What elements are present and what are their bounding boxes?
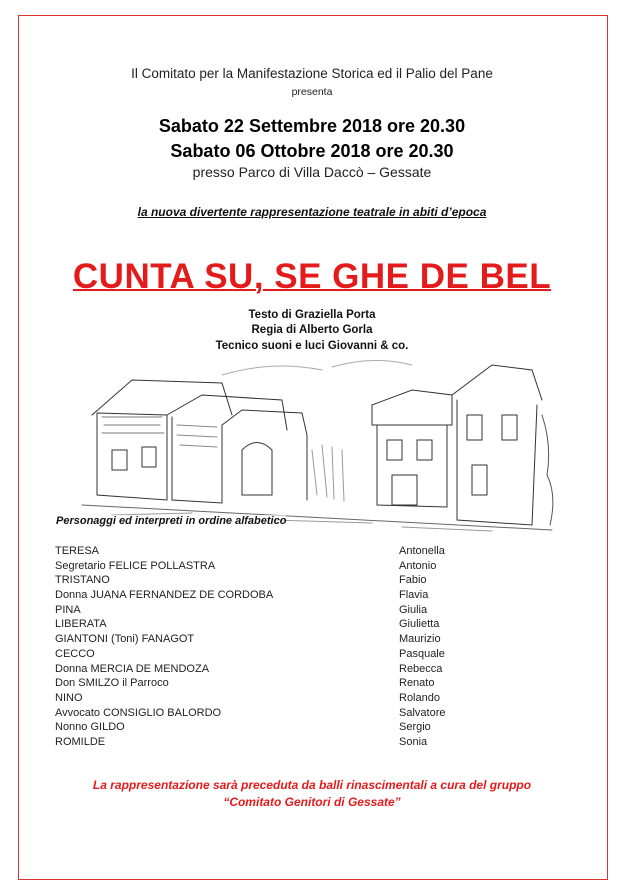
cast-row: [55, 647, 475, 662]
cast-actor: Antonella: [399, 545, 445, 557]
cast-actor: Renato: [399, 677, 435, 690]
cast-row: [55, 588, 475, 603]
cast-role: TERESA: [55, 545, 100, 557]
cast-row: [55, 573, 475, 588]
performance-date-1: Sabato 22 Settembre 2018 ore 20.30: [158, 116, 466, 136]
cast-role: LIBERATA: [55, 618, 107, 631]
cast-row: [55, 676, 475, 691]
cast-actor: Rolando: [399, 691, 440, 704]
cast-role: GIANTONI (Toni) FANAGOT: [55, 633, 195, 646]
cast-role: Don SMILZO il Parroco: [55, 677, 169, 690]
cast-actor: Pasquale: [399, 647, 445, 660]
cast-actor: Flavia: [399, 589, 429, 602]
cast-row: [55, 632, 475, 647]
cast-row: [55, 720, 475, 735]
cast-actor: Giulia: [399, 603, 428, 616]
performance-date-2: Sabato 06 Ottobre 2018 ore 20.30: [170, 141, 454, 161]
cast-row: [55, 691, 475, 706]
cast-actor: Sergio: [399, 721, 431, 734]
cast-role: TRISTANO: [55, 574, 110, 587]
cast-row: [55, 662, 475, 677]
cast-actor: Rebecca: [399, 662, 443, 675]
cast-heading: Personaggi ed interpreti in ordine alfabetico: [56, 515, 287, 527]
credit-technician: Tecnico suoni e luci Giovanni & co.: [215, 340, 409, 352]
dance-note-line-1: La rappresentazione sarà preceduta da balli rinascimentali a cura del gruppo: [92, 778, 532, 792]
credit-director: Regia di Alberto Gorla: [251, 324, 373, 336]
presents-line: presenta: [291, 86, 333, 98]
cast-actor: Sonia: [399, 735, 428, 748]
cast-actor: Salvatore: [399, 706, 446, 719]
cast-row: [55, 559, 475, 574]
cast-actor: Fabio: [399, 574, 427, 587]
cast-role: Nonno GILDO: [55, 721, 125, 734]
cast-row: [55, 617, 475, 632]
tagline: la nuova divertente rappresentazione teatrale in abiti d’epoca: [137, 205, 487, 219]
cast-role: Donna MERCIA DE MENDOZA: [55, 662, 210, 675]
cast-role: Donna JUANA FERNANDEZ DE CORDOBA: [55, 589, 274, 602]
cast-role: ROMILDE: [55, 735, 106, 748]
venue-line: presso Parco di Villa Daccò – Gessate: [192, 164, 432, 180]
cast-list: [55, 544, 475, 750]
cast-row: [55, 735, 475, 750]
cast-role: NINO: [55, 691, 83, 704]
cast-row: [55, 544, 475, 559]
credit-author: Testo di Graziella Porta: [248, 309, 376, 321]
cast-actor: Antonio: [399, 559, 437, 572]
cast-role: PINA: [55, 603, 81, 616]
cast-role: CECCO: [55, 647, 95, 660]
cast-role: Avvocato CONSIGLIO BALORDO: [55, 706, 222, 719]
show-title: CUNTA SU, SE GHE DE BEL: [72, 257, 552, 296]
cast-row: [55, 603, 475, 618]
dance-note-line-2: “Comitato Genitori di Gessate”: [223, 795, 401, 809]
cast-actor: Maurizio: [399, 633, 441, 646]
village-sketch-illustration: [72, 355, 562, 540]
cast-actor: Giulietta: [399, 618, 440, 631]
cast-role: Segretario FELICE POLLASTRA: [55, 559, 216, 572]
organizer-line: Il Comitato per la Manifestazione Storica ed il Palio del Pane: [131, 66, 493, 81]
cast-row: [55, 706, 475, 721]
